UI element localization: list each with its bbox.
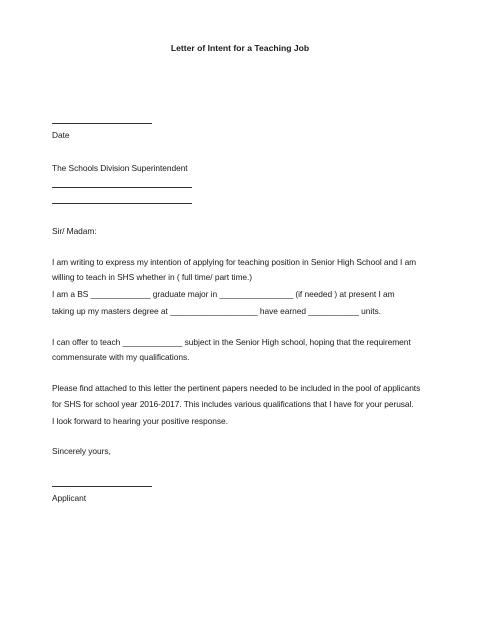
- paragraph-1-line-3: I am a BS _____________ graduate major in ________________ (if needed ) at present I am: [52, 289, 395, 299]
- recipient-line: The Schools Division Superintendent: [52, 163, 188, 173]
- paragraph-1-line-2: willing to teach in SHS whether in ( full time/ part time.): [52, 272, 252, 282]
- date-label: Date: [52, 130, 70, 140]
- date-blank-line: [52, 123, 152, 124]
- signature-blank-line: [52, 486, 152, 487]
- paragraph-2-line-2: commensurate with my qualifications.: [52, 352, 190, 362]
- paragraph-1-line-4: taking up my masters degree at ___________________ have earned ___________ units.: [52, 306, 381, 316]
- document-title: Letter of Intent for a Teaching Job: [170, 43, 310, 53]
- paragraph-3-line-3: I look forward to hearing your positive response.: [52, 416, 228, 426]
- paragraph-3-line-1: Please find attached to this letter the pertinent papers needed to be included in the pool of applicants: [52, 383, 421, 393]
- signature-label: Applicant: [52, 493, 87, 503]
- salutation: Sir/ Madam:: [52, 226, 97, 236]
- paragraph-3-line-2: for SHS for school year 2016-2017. This includes various qualifications that I have for your perusal.: [52, 399, 414, 409]
- address-blank-line-1: [52, 187, 192, 188]
- paragraph-1-line-1: I am writing to express my intention of applying for teaching position in Senior High School and I am: [52, 257, 417, 267]
- closing: Sincerely yours,: [52, 446, 111, 456]
- paragraph-2-line-1: I can offer to teach _____________ subject in the Senior High school, hoping that the requirement: [52, 337, 411, 347]
- address-blank-line-2: [52, 203, 192, 204]
